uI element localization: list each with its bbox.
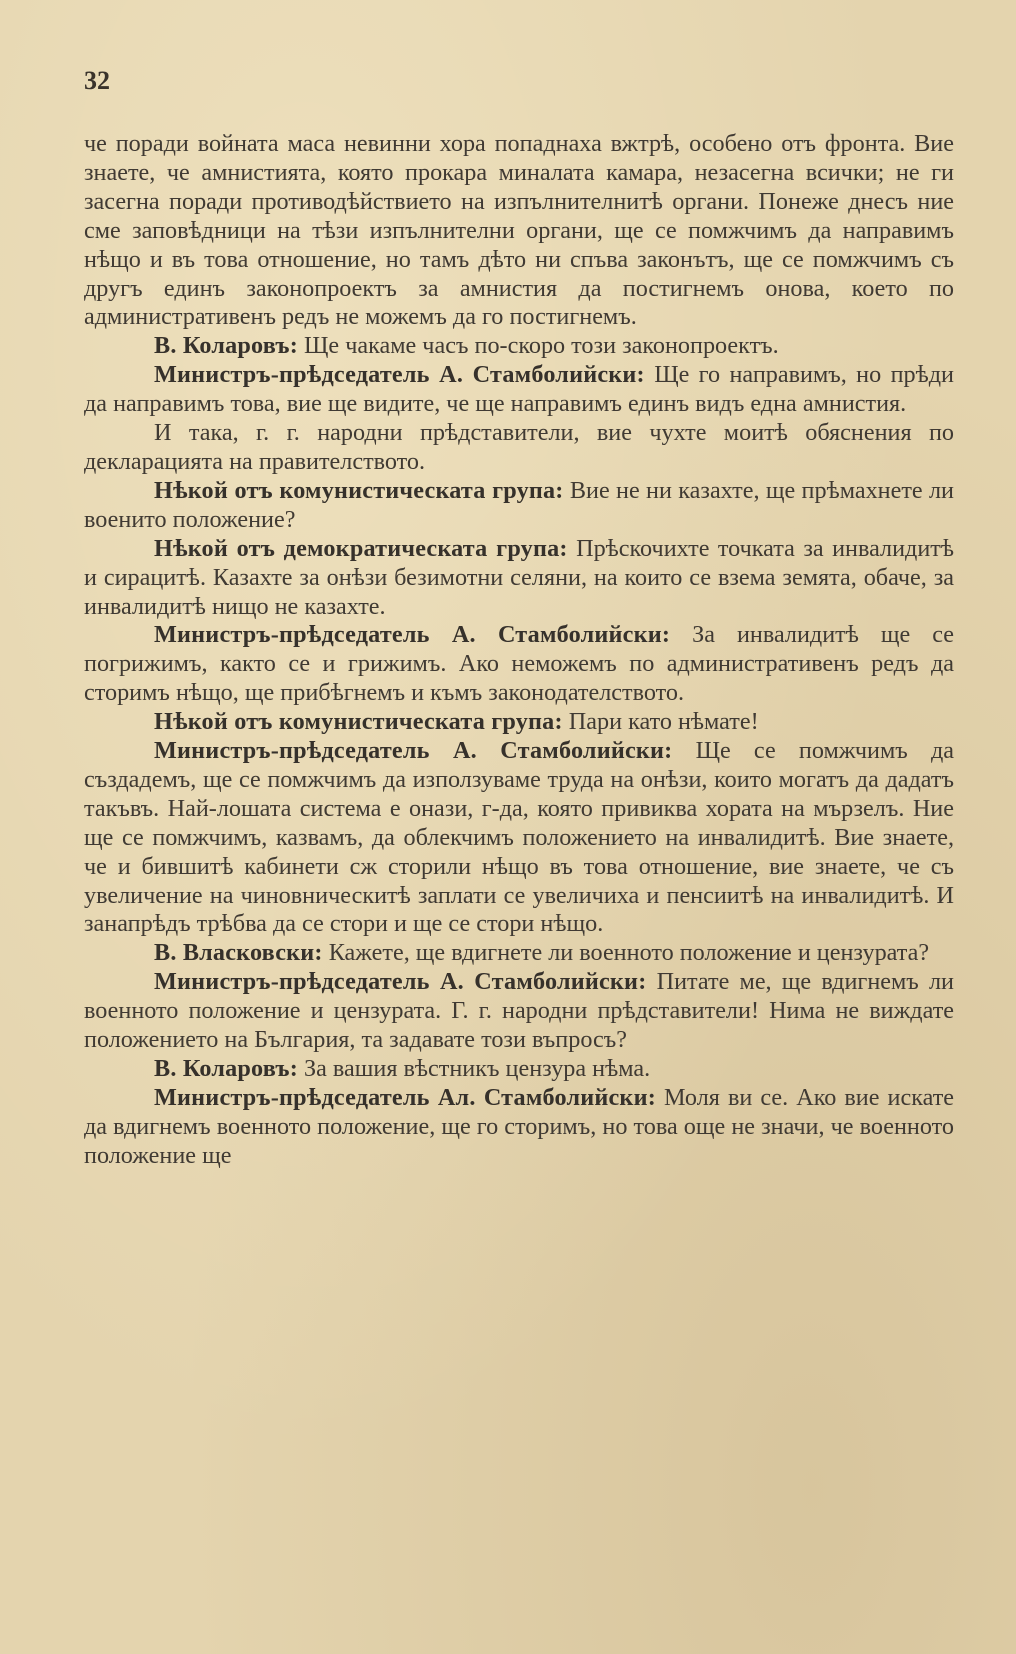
speech-text: Пари като нѣмате! bbox=[568, 708, 759, 736]
speech-text: Ще чакаме часъ по-скоро този законопроектъ. bbox=[304, 332, 779, 360]
speaker-name: Министръ-прѣдседатель А. Стамболийски: bbox=[154, 621, 671, 649]
paragraph bbox=[84, 968, 954, 1055]
paragraph bbox=[84, 1084, 954, 1171]
speaker-name: Министръ-прѣдседатель А. Стамболийски: bbox=[154, 737, 673, 765]
speech-text: Ще го направимъ, но прѣди да направимъ това, вие ще видите, че ще направимъ единъ видъ една амнистия. bbox=[84, 361, 954, 418]
speaker-name: Министръ-прѣдседатель А. Стамболийски: bbox=[154, 361, 645, 389]
paragraph bbox=[84, 737, 954, 939]
page-number: 32 bbox=[84, 66, 110, 95]
paragraph bbox=[84, 535, 954, 622]
speech-text: Питате ме, ще вдигнемъ ли военното положение и цензурата. Г. г. народни прѣдставители! Нима не виждате положението на България, та задавате този въпросъ? bbox=[84, 968, 955, 1054]
speech-text: И така, г. г. народни прѣдставители, вие чухте моитѣ обяснения по декларацията на правителството. bbox=[84, 419, 954, 475]
speech-text: Моля ви се. Ако вие искате да вдигнемъ военното положение, ще го сторимъ, но това още не значи, че военното положение ще bbox=[84, 1083, 955, 1169]
speaker-name: В. Коларовъ: bbox=[154, 1055, 298, 1082]
speaker-name: В. Коларовъ: bbox=[154, 332, 298, 360]
paragraph bbox=[84, 621, 954, 708]
transcript-body bbox=[84, 130, 954, 1171]
speaker-name: Министръ-прѣдседатель Ал. Стамболийски: bbox=[154, 1083, 656, 1111]
speech-text: Ще се помжчимъ да създадемъ, ще се помжчимъ да използуваме труда на онѣзи, които могатъ да дадатъ такъвъ. Най-лошата система е онази, г-да, която привиква хората на мързелъ. Ние ще се помжчимъ, казвамъ, да облекчимъ положението на инвалидитѣ. Вие знаете, че и бившитѣ кабинети сж сторили нѣщо въ това отношение, вие знаете, че съ увеличение на чиновническитѣ заплати се увеличиха и пенсиитѣ на инвалидитѣ. И занапрѣдъ трѣбва да се стори и ще се стори нѣщо. bbox=[84, 737, 955, 938]
paragraph bbox=[84, 939, 954, 968]
speech-text: Кажете, ще вдигнете ли военното положение и цензурата? bbox=[328, 939, 930, 967]
speaker-name: В. Власковски: bbox=[154, 939, 323, 967]
speaker-name: Нѣкой отъ комунистическата група: bbox=[154, 476, 564, 504]
speech-text: Прѣскочихте точката за инвалидитѣ и сирацитѣ. Казахте за онѣзи безимотни селяни, на които се взема земята, обаче, за инвалидитѣ нищо не казахте. bbox=[84, 534, 955, 620]
speaker-name: Нѣкой отъ комунистическата група: bbox=[154, 708, 563, 736]
paragraph bbox=[84, 361, 954, 419]
speaker-name: Нѣкой отъ демократическата група: bbox=[154, 534, 568, 562]
paragraph bbox=[84, 130, 954, 332]
paragraph bbox=[84, 708, 954, 737]
paragraph bbox=[84, 477, 954, 535]
speech-text: Вие не ни казахте, ще прѣмахнете ли военито положение? bbox=[84, 476, 955, 533]
speech-text: За вашия вѣстникъ цензура нѣма. bbox=[304, 1055, 651, 1082]
paragraph bbox=[84, 1055, 954, 1084]
speech-text: че поради войната маса невинни хора попаднаха вжтрѣ, особено отъ фронта. Вие знаете, че амнистията, която прокара миналата камара, незасегна всички; не ги засегна поради противодѣйствието на изпълнителнитѣ органи. Понеже днесъ ние сме заповѣдници на тѣзи изпълнителни органи, ще се помжчимъ да направимъ нѣщо и въ това отношение, но тамъ дѣто ни спъва законътъ, ще се помжчимъ съ другъ единъ законопроектъ за амнистия да постигнемъ онова, което по административенъ редъ не можемъ да го постигнемъ. bbox=[84, 130, 954, 331]
paragraph bbox=[84, 332, 954, 361]
speech-text: За инвалидитѣ ще се погрижимъ, както се и грижимъ. Ако неможемъ по административенъ редъ да сторимъ нѣщо, ще прибѣгнемъ и къмъ законодателството. bbox=[84, 621, 955, 707]
speaker-name: Министръ-прѣдседатель А. Стамболийски: bbox=[154, 968, 647, 996]
paragraph bbox=[84, 419, 954, 477]
